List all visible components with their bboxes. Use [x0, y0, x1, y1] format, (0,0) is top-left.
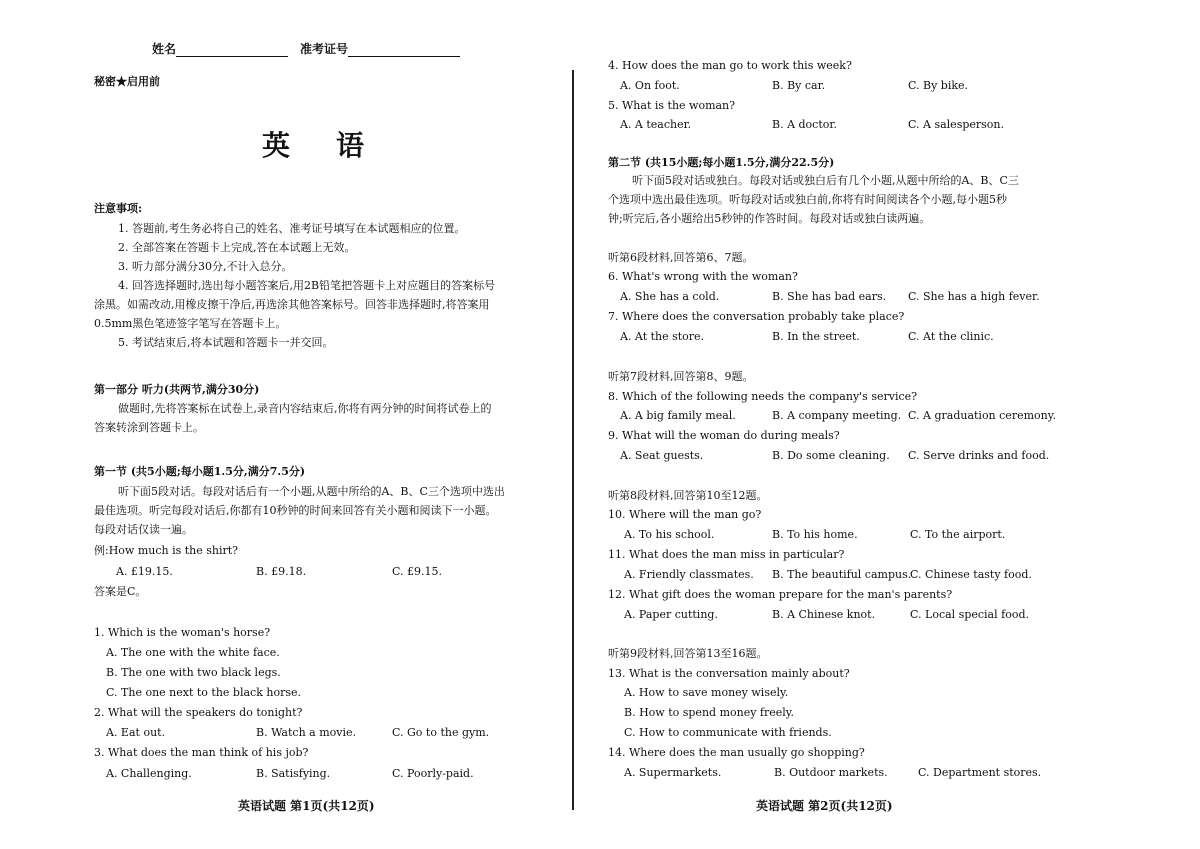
option: B. £9.18.: [256, 565, 307, 578]
name-label: 姓名: [152, 42, 177, 56]
option: C. At the clinic.: [908, 330, 994, 343]
part1-desc: 答案转涂到答题卡上。: [94, 421, 204, 434]
page-footer: 英语试题 第1页(共12页): [238, 799, 375, 813]
question: 6. What's wrong with the woman?: [608, 270, 798, 283]
name-underline: [176, 44, 288, 57]
name-field: [152, 40, 288, 57]
sec2-desc: 钟;听完后,各小题给出5秒钟的作答时间。每段对话或独白读两遍。: [608, 212, 931, 225]
option: A. How to save money wisely.: [624, 686, 789, 699]
sec1-desc: 每段对话仅读一遍。: [94, 523, 193, 536]
question: 8. Which of the following needs the company's service?: [608, 390, 918, 403]
option: C. Go to the gym.: [392, 726, 490, 739]
option: B. Outdoor markets.: [774, 766, 888, 779]
notice-title: 注意事项:: [94, 202, 143, 215]
question: 7. Where does the conversation probably take place?: [608, 310, 905, 323]
option: A. To his school.: [624, 528, 715, 541]
page-2: [590, 0, 1200, 849]
option: C. Serve drinks and food.: [908, 449, 1050, 462]
option: A. Challenging.: [106, 767, 192, 780]
page-divider: [572, 70, 574, 810]
notice-line: 3. 听力部分满分30分,不计入总分。: [118, 260, 293, 273]
option: A. Seat guests.: [620, 449, 704, 462]
option: B. A company meeting.: [772, 409, 902, 422]
option: A. A teacher.: [620, 118, 692, 131]
sec2-desc: 个选项中选出最佳选项。听每段对话或独白前,你将有时间阅读各个小题,每小题5秒: [608, 193, 1007, 206]
option: B. To his home.: [772, 528, 858, 541]
secret-mark: 秘密★启用前: [94, 75, 160, 88]
question: 9. What will the woman do during meals?: [608, 429, 840, 442]
option: C. The one next to the black horse.: [106, 686, 301, 699]
question: 5. What is the woman?: [608, 99, 736, 112]
notice-line: 涂黑。如需改动,用橡皮擦干净后,再选涂其他答案标号。回答非选择题时,将答案用: [94, 298, 490, 311]
option: B. By car.: [772, 79, 826, 92]
option: C. Local special food.: [910, 608, 1029, 621]
question: 10. Where will the man go?: [608, 508, 762, 521]
question: 11. What does the man miss in particular?: [608, 548, 845, 561]
question: 3. What does the man think of his job?: [94, 746, 309, 759]
option: C. Department stores.: [918, 766, 1042, 779]
page-1: [0, 0, 575, 849]
sec1-desc: 听下面5段对话。每段对话后有一个小题,从题中所给的A、B、C三个选项中选出: [118, 485, 505, 498]
sec2-desc: 听下面5段对话或独白。每段对话或独白后有几个小题,从题中所给的A、B、C三: [632, 174, 1019, 187]
page-footer: 英语试题 第2页(共12页): [756, 799, 893, 813]
option: A. Supermarkets.: [624, 766, 722, 779]
example-answer: 答案是C。: [94, 585, 147, 598]
option: B. A doctor.: [772, 118, 837, 131]
sec2-title: 第二节 (共15小题;每小题1.5分,满分22.5分): [608, 156, 835, 169]
option: A. At the store.: [620, 330, 705, 343]
part1-title: 第一部分 听力(共两节,满分30分): [94, 383, 260, 396]
option: A. £19.15.: [116, 565, 173, 578]
material-heading: 听第8段材料,回答第10至12题。: [608, 489, 768, 502]
part1-desc: 做题时,先将答案标在试卷上,录音内容结束后,你将有两分钟的时间将试卷上的: [118, 402, 492, 415]
option: C. A graduation ceremony.: [908, 409, 1056, 422]
material-heading: 听第7段材料,回答第8、9题。: [608, 370, 754, 383]
question: 1. Which is the woman's horse?: [94, 626, 271, 639]
option: A. On foot.: [620, 79, 680, 92]
question: 13. What is the conversation mainly about?: [608, 667, 850, 680]
option: C. A salesperson.: [908, 118, 1004, 131]
option: C. £9.15.: [392, 565, 443, 578]
option: C. By bike.: [908, 79, 969, 92]
paper-title: 英语: [262, 129, 411, 162]
option: B. Do some cleaning.: [772, 449, 890, 462]
option: C. How to communicate with friends.: [624, 726, 832, 739]
notice-line: 1. 答题前,考生务必将自己的姓名、准考证号填写在本试题相应的位置。: [118, 222, 466, 235]
id-underline: [348, 44, 460, 57]
question: 2. What will the speakers do tonight?: [94, 706, 303, 719]
material-heading: 听第6段材料,回答第6、7题。: [608, 251, 754, 264]
notice-line: 5. 考试结束后,将本试题和答题卡一并交回。: [118, 336, 334, 349]
material-heading: 听第9段材料,回答第13至16题。: [608, 647, 768, 660]
option: A. She has a cold.: [620, 290, 720, 303]
option: B. In the street.: [772, 330, 860, 343]
example-question: 例:How much is the shirt?: [94, 544, 239, 557]
question: 4. How does the man go to work this week?: [608, 59, 852, 72]
option: C. She has a high fever.: [908, 290, 1040, 303]
option: A. Paper cutting.: [624, 608, 718, 621]
sec1-desc: 最佳选项。听完每段对话后,你都有10秒钟的时间来回答有关小题和阅读下一小题。: [94, 504, 497, 517]
notice-line: 0.5mm黑色笔迹签字笔写在答题卡上。: [94, 317, 287, 330]
id-field: [300, 40, 460, 57]
id-label: 准考证号: [300, 42, 349, 56]
option: B. How to spend money freely.: [624, 706, 795, 719]
question: 14. Where does the man usually go shopping?: [608, 746, 865, 759]
option: A. Friendly classmates.: [624, 568, 754, 581]
option: A. A big family meal.: [620, 409, 736, 422]
option: C. Chinese tasty food.: [910, 568, 1032, 581]
notice-line: 4. 回答选择题时,选出每小题答案后,用2B铅笔把答题卡上对应题目的答案标号: [118, 279, 496, 292]
option: B. The beautiful campus.: [772, 568, 912, 581]
sec1-title: 第一节 (共5小题;每小题1.5分,满分7.5分): [94, 465, 306, 478]
option: B. A Chinese knot.: [772, 608, 876, 621]
option: C. Poorly-paid.: [392, 767, 474, 780]
option: B. Watch a movie.: [256, 726, 356, 739]
option: C. To the airport.: [910, 528, 1006, 541]
option: A. Eat out.: [106, 726, 166, 739]
notice-line: 2. 全部答案在答题卡上完成,答在本试题上无效。: [118, 241, 356, 254]
question: 12. What gift does the woman prepare for the man's parents?: [608, 588, 953, 601]
option: B. The one with two black legs.: [106, 666, 281, 679]
option: B. She has bad ears.: [772, 290, 887, 303]
option: A. The one with the white face.: [106, 646, 280, 659]
option: B. Satisfying.: [256, 767, 331, 780]
